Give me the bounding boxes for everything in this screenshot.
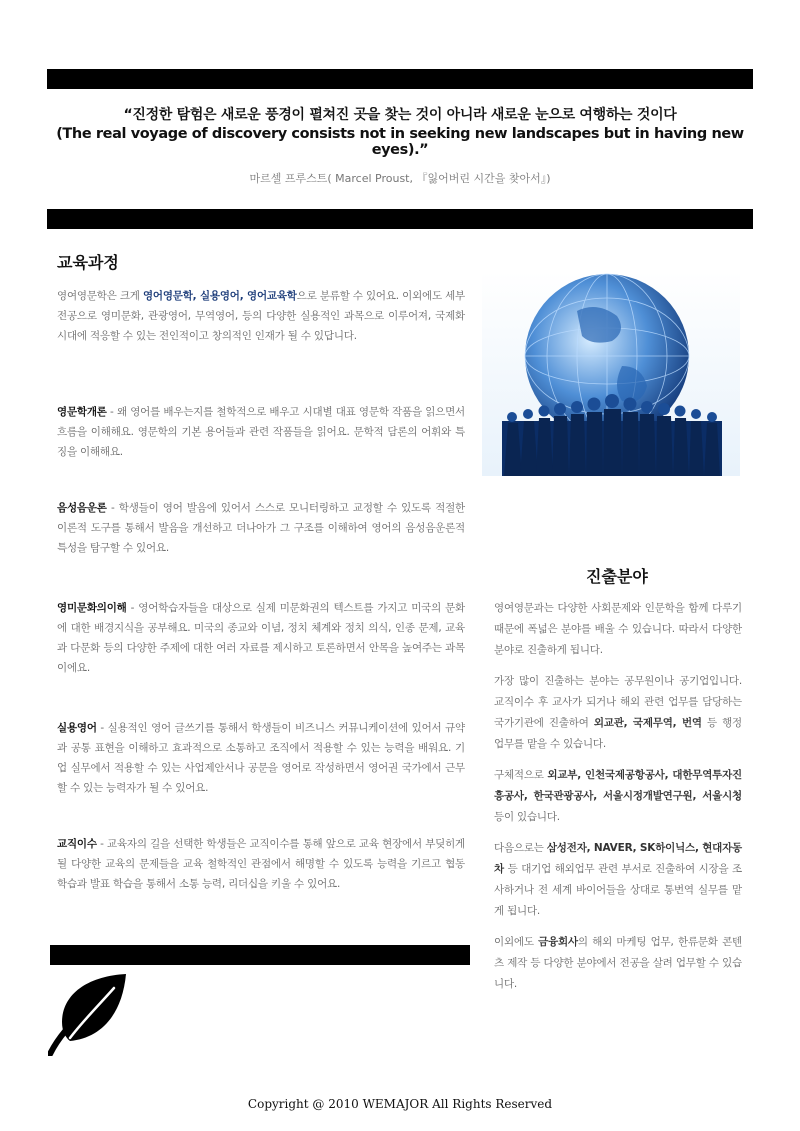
career-text: 등 행정 업무를 맡을 수 있습니다. — [494, 717, 742, 750]
career-text: 이외에도 — [494, 936, 539, 948]
section-body: - 학생들이 영어 발음에 있어서 스스로 모니터링하고 교정할 수 있도록 적절한 이론적 도구를 통해서 발음을 개선하고 더나아가 그 구조를 이해하여 영어의 음성음운론적 특성을 탐구할 수 있어요. — [57, 502, 465, 554]
top-divider-bar — [47, 69, 753, 89]
career-heading: 진출분야 — [586, 567, 648, 586]
career-highlight: 금융회사 — [538, 936, 578, 948]
career-highlight: 외교부, 인천국제공항공사, 대한무역투자진흥공사, 한국관광공사, 서울시정개발연구원, 서울시청 — [494, 769, 742, 802]
intro-text-2: 으로 분류할 수 있어요. 이외에도 세부전공으로 영미문화, 관광영어, 무역영어, 등의 다양한 실용적인 과목으로 이루어져, 국제화 시대에 적응할 수 있는 전인적이고 창의적인 인재가 될 수 있답니다. — [57, 290, 465, 342]
career-paragraph-1: 영여영문과는 다양한 사회문제와 인문학을 함께 다루기 때문에 폭넓은 분야를 배울 수 있습니다. 따라서 다양한 분야로 진출하게 됩니다. — [494, 602, 742, 656]
section-body: - 교육자의 길을 선택한 학생들은 교직이수를 통해 앞으로 교육 현장에서 부딪히게 될 다양한 교육의 문제들을 교육 철학적인 관점에서 해명할 수 있도록 능력을 기르고 협동 학습과 발표 학습을 통해서 소통 능력, 리더십을 키울 수 있어요. — [57, 838, 465, 890]
curriculum-intro — [57, 286, 465, 346]
section-title: 영문학개론 — [57, 406, 107, 418]
quote-english: (The real voyage of discovery consists not in seeking new landscapes but in having new eyes).” — [56, 126, 744, 158]
section-phonology — [57, 498, 465, 558]
quote-attribution: 마르셀 프루스트( Marcel Proust, 『잃어버린 시간을 찾아서』) — [249, 172, 551, 185]
section-title: 영미문화의이해 — [57, 602, 127, 614]
career-paragraph-3 — [494, 765, 742, 828]
section-title: 교직이수 — [57, 838, 97, 850]
career-highlight: 외교관, 국제무역, 번역 — [593, 717, 702, 729]
section-body: - 영어학습자들을 대상으로 실제 미문화권의 텍스트를 가지고 미국의 문화에 대한 배경지식을 공부해요. 미국의 종교와 이념, 정치 체계와 정치 의식, 인종 문제, 교육과 다문화 등의 다양한 주제에 대한 여러 자료를 제시하고 토론하면서 안목을 높여주는 과목이에요. — [57, 602, 465, 674]
section-american-culture — [57, 598, 465, 678]
career-text: 가장 많이 진출하는 분야는 공무원이나 공기업입니다. 교직이수 후 교사가 되거나 해외 관련 업무를 담당하는 국가기관에 진출하여 — [494, 675, 742, 729]
career-paragraph-4 — [494, 838, 742, 922]
bottom-divider-bar — [50, 945, 470, 965]
footer-copyright: Copyright @ 2010 WEMAJOR All Rights Reserved — [247, 1097, 553, 1111]
leaf-icon — [48, 972, 130, 1056]
section-practical-english — [57, 718, 465, 798]
curriculum-heading: 교육과정 — [57, 253, 119, 272]
career-text: 등 대기업 해외업무 관련 부서로 진출하여 시장을 조사하거나 전 세계 바이어들을 상대로 통번역 실무를 맡게 됩니다. — [494, 863, 742, 917]
career-text: 다음으로는 — [494, 842, 547, 854]
section-body: - 실용적인 영어 글쓰기를 통해서 학생들이 비즈니스 커뮤니케이션에 있어서 규약과 공통 표현을 이해하고 효과적으로 소통하고 조직에서 적용할 수 있는 능력을 배워요. 기업 실무에서 적용할 수 있는 사업제안서나 공문을 영어로 작성하면서 영어권 국가에서 근무할 수 있는 능력자가 될 수 있어요. — [57, 722, 465, 794]
career-text: 의 해외 마케팅 업무, 한류문화 콘텐츠 제작 등 다양한 분야에서 전공을 살려 업무할 수 있습니다. — [494, 936, 742, 990]
career-column — [494, 598, 742, 1005]
career-text: 등이 있습니다. — [494, 811, 560, 823]
quote-korean: “진정한 탐험은 새로운 풍경이 펼쳐진 곳을 찾는 것이 아니라 새로운 눈으로 여행하는 것이다 — [123, 107, 677, 123]
section-intro-literature — [57, 402, 465, 462]
career-text: 구체적으로 — [494, 769, 548, 781]
career-highlight: 삼성전자, NAVER, SK하이닉스, 현대자동차 — [494, 842, 742, 875]
globe-business-crowd-image — [482, 271, 740, 476]
section-body: - 왜 영어를 배우는지를 철학적으로 배우고 시대별 대표 영문학 작품을 읽으면서 흐름을 이해해요. 영문학의 기본 용어들과 관련 작품들을 읽어요. 문학적 담론의 어휘와 특징을 이해해요. — [57, 406, 465, 458]
career-paragraph-2 — [494, 671, 742, 755]
second-divider-bar — [47, 209, 753, 229]
intro-keywords: 영어영문학, 실용영어, 영어교육학 — [142, 290, 297, 302]
section-teaching-course — [57, 834, 465, 894]
intro-text-1: 영여영문학은 크게 — [57, 290, 143, 302]
section-title: 실용영어 — [57, 722, 97, 734]
curriculum-column — [57, 286, 465, 890]
section-title: 음성음운론 — [57, 502, 107, 514]
career-paragraph-5 — [494, 932, 742, 995]
